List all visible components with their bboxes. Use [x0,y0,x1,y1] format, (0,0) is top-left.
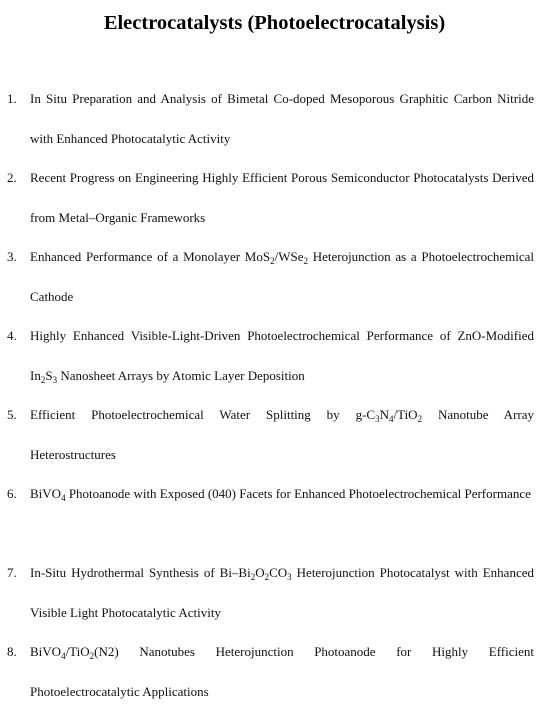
item-number: 5. [7,407,17,422]
item-number: 7. [7,565,17,580]
item-number: 3. [7,249,17,264]
item-number: 2. [7,170,17,185]
item-text: Recent Progress on Engineering Highly Efficient Porous Semiconductor Photocatalysts Derived from Metal–Organic Frameworks [30,170,534,225]
item-number: 8. [7,644,17,659]
reference-list [0,80,549,712]
item-text: Enhanced Performance of a Monolayer MoS$_2$/WSe$_2$ Heterojunction as a Photoelectrochemical Cathode [30,249,534,304]
item-text: BiVO$_4$/TiO$_2$(N2) Nanotubes Heterojunction Photoanode for Highly Efficient Photoelectrocatalytic Applications [30,644,534,699]
list-item [0,238,549,317]
item-number: 4. [7,328,17,343]
item-text: Efficient Photoelectrochemical Water Splitting by $g-C_3N_4/TiO_2$ Nanotube Array Heterostructures [30,407,534,462]
item-text: Highly Enhanced Visible-Light-Driven Photoelectrochemical Performance of ZnO-Modified $In_2S_3$ Nanosheet Arrays by Atomic Layer Deposition [30,328,534,385]
list-item [0,317,549,396]
item-number: 1. [7,91,17,106]
item-text: In Situ Preparation and Analysis of Bimetal Co-doped Mesoporous Graphitic Carbon Nitride with Enhanced Photocatalytic Activity [30,91,534,146]
list-item [0,396,549,475]
item-text: In-Situ Hydrothermal Synthesis of $Bi-Bi_2O_2CO_3$ Heterojunction Photocatalyst with Enhanced Visible Light Photocatalytic Activity [30,565,534,620]
item-number: 6. [7,486,17,501]
list-item [0,475,549,554]
list-item [0,80,549,159]
list-item [0,554,549,633]
item-text: BiVO$_4$ Photoanode with Exposed (040) Facets for Enhanced Photoelectrochemical Performance [30,486,531,504]
list-item [0,159,549,238]
list-item [0,633,549,712]
page-title: Electrocatalysts (Photoelectrocatalysis) [103,12,446,34]
